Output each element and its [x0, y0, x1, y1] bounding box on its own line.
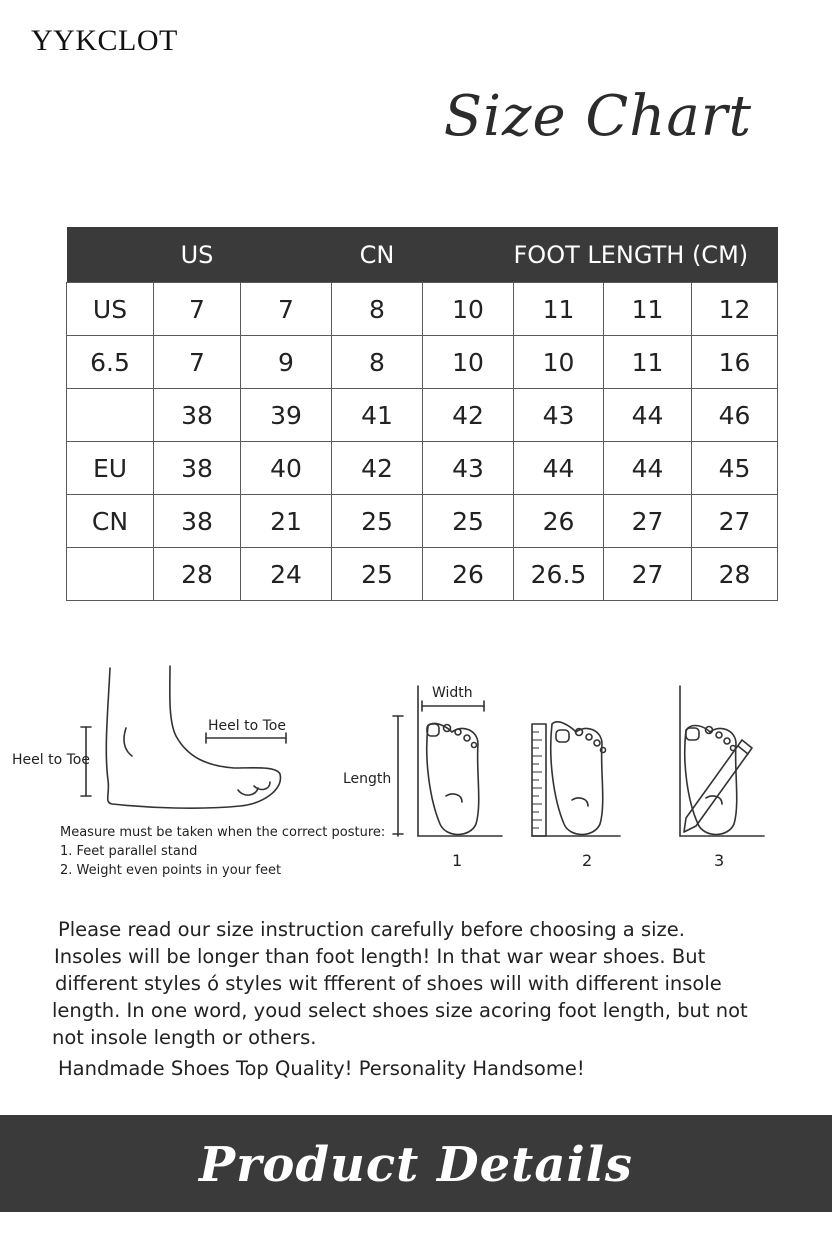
size-cell: 26 [423, 548, 514, 601]
table-row [67, 389, 778, 442]
quality-tagline: Handmade Shoes Top Quality! Personality Handsome! [58, 1057, 585, 1080]
header-cell-cn: CN [332, 227, 423, 283]
product-details-banner [0, 1115, 832, 1212]
posture-step-2: 2. Weight even points in your feet [60, 863, 282, 878]
instruction-line: Insoles will be longer than foot length! In that war wear shoes. But [54, 945, 706, 968]
foot-2-outline [551, 722, 603, 835]
size-cell: 38 [154, 389, 241, 442]
posture-step-1: 1. Feet parallel stand [60, 844, 198, 859]
table-row [67, 548, 778, 601]
size-cell: 11 [604, 283, 692, 336]
size-cell: 10 [423, 336, 514, 389]
measurement-diagram [0, 640, 832, 900]
size-cell: 43 [423, 442, 514, 495]
size-cell: 44 [514, 442, 604, 495]
size-cell: 7 [154, 283, 241, 336]
instruction-line: length. In one word, youd select shoes size acoring foot length, but not [52, 999, 748, 1022]
step-2-label: 2 [582, 851, 593, 870]
size-cell: 12 [692, 283, 778, 336]
size-chart-title: Size Chart [443, 84, 752, 149]
instruction-line: different styles ό styles wit ffferent of shoes will with different insole [55, 972, 722, 995]
product-details-title: Product Details [199, 1137, 633, 1193]
size-cell: 45 [692, 442, 778, 495]
size-cell: 39 [241, 389, 332, 442]
size-cell: 27 [604, 495, 692, 548]
instruction-line: not insole length or others. [52, 1026, 317, 1049]
size-cell: 27 [692, 495, 778, 548]
size-cell: 44 [604, 389, 692, 442]
size-cell: 26 [514, 495, 604, 548]
size-cell: 11 [514, 283, 604, 336]
header-cell [67, 227, 154, 283]
brand-name: YYKCLOT [31, 24, 178, 57]
size-cell: 8 [332, 336, 423, 389]
width-label: Width [432, 685, 473, 701]
heel-to-toe-top-label: Heel to Toe [208, 718, 286, 734]
size-cell: 25 [332, 548, 423, 601]
size-cell: 25 [332, 495, 423, 548]
size-table [66, 227, 778, 601]
size-cell: 42 [423, 389, 514, 442]
size-cell: 46 [692, 389, 778, 442]
size-cell: 28 [692, 548, 778, 601]
size-cell: 8 [332, 283, 423, 336]
size-cell: 24 [241, 548, 332, 601]
size-cell: 38 [154, 442, 241, 495]
row-label-cell: EU [67, 442, 154, 495]
header-cell [423, 227, 514, 283]
toes-line [238, 782, 270, 795]
size-cell: 25 [423, 495, 514, 548]
row-label-cell: US [67, 283, 154, 336]
table-row [67, 495, 778, 548]
row-label-cell: 6.5 [67, 336, 154, 389]
size-cell: 11 [604, 336, 692, 389]
header-cell [241, 227, 332, 283]
row-label-cell: CN [67, 495, 154, 548]
instruction-line: Please read our size instruction carefully before choosing a size. [58, 918, 685, 941]
size-cell: 26.5 [514, 548, 604, 601]
size-cell: 7 [241, 283, 332, 336]
size-cell: 44 [604, 442, 692, 495]
size-cell: 40 [241, 442, 332, 495]
size-cell: 41 [332, 389, 423, 442]
heel-to-toe-left-label: Heel to Toe [12, 752, 90, 768]
row-label-cell [67, 548, 154, 601]
pencil-icon [684, 740, 752, 832]
table-header-row [67, 227, 778, 283]
row-label-cell [67, 389, 154, 442]
size-cell: 7 [154, 336, 241, 389]
step-3-label: 3 [714, 851, 725, 870]
ankle-line [124, 728, 132, 756]
size-instructions [52, 916, 772, 1082]
header-cell-us: US [154, 227, 241, 283]
table-row [67, 336, 778, 389]
table-row [67, 283, 778, 336]
size-cell: 9 [241, 336, 332, 389]
size-cell: 10 [514, 336, 604, 389]
size-cell: 16 [692, 336, 778, 389]
size-cell: 27 [604, 548, 692, 601]
size-cell: 42 [332, 442, 423, 495]
step-1-label: 1 [452, 851, 463, 870]
foot-1-outline [427, 724, 479, 835]
size-cell: 10 [423, 283, 514, 336]
size-cell: 43 [514, 389, 604, 442]
length-label: Length [343, 771, 392, 787]
size-cell: 28 [154, 548, 241, 601]
size-cell: 38 [154, 495, 241, 548]
size-cell: 21 [241, 495, 332, 548]
header-cell-foot-length: FOOT LENGTH (CM) [514, 227, 778, 283]
posture-title: Measure must be taken when the correct posture: [60, 825, 386, 840]
table-row [67, 442, 778, 495]
